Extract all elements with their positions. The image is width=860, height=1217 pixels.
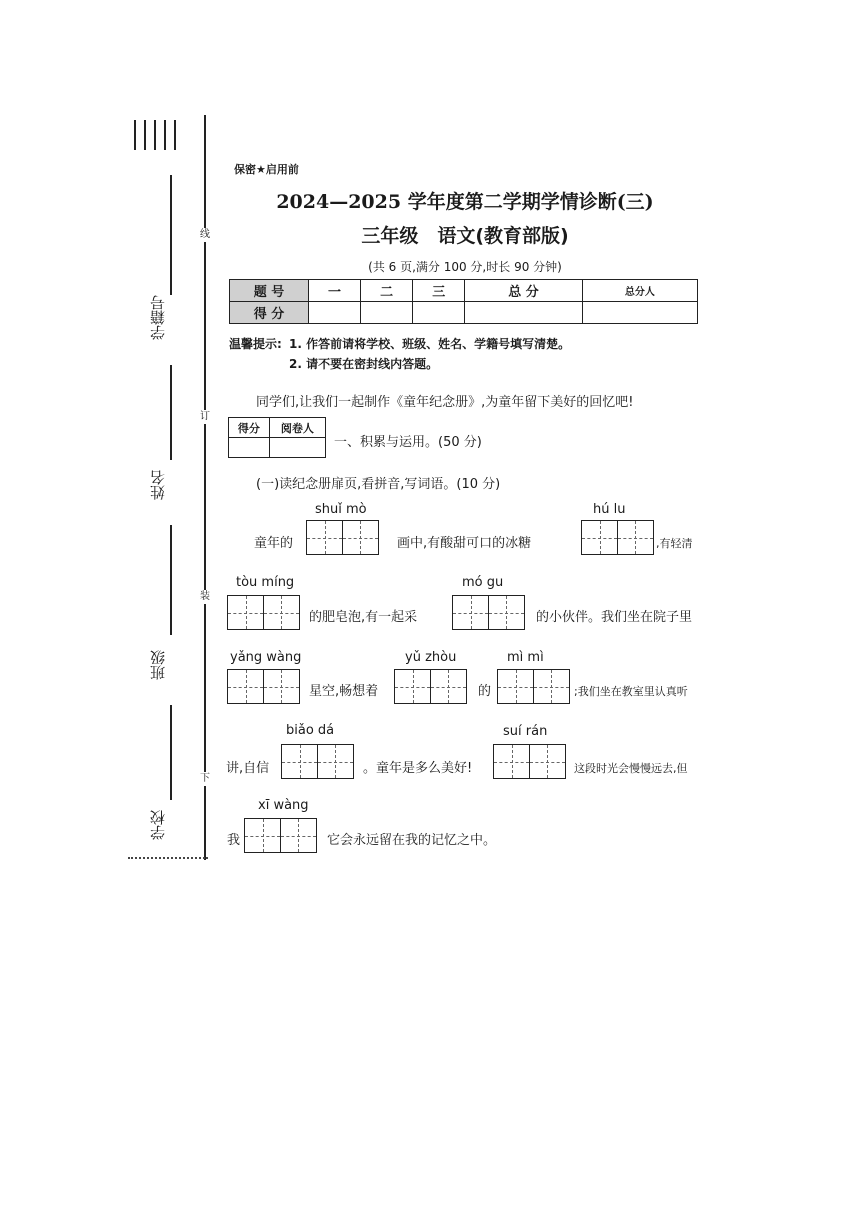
text-l2a: 的肥皂泡,有一起采 [309,610,418,625]
score-cell-scorer[interactable] [582,302,697,324]
seal-line [204,115,206,860]
answer-box-10[interactable] [244,818,317,853]
text-l5a: 我 [227,833,241,848]
secret-label: 保密★启用前 [234,163,299,176]
pinyin-3: tòu míng [236,575,295,590]
text-l5b: 它会永远留在我的记忆之中。 [327,833,497,848]
text-l3b: 的 [478,684,492,699]
answer-box-2[interactable] [581,520,654,555]
score-header-total: 总 分 [465,280,582,302]
pinyin-4: mó gu [462,575,504,590]
score-row-label: 得 分 [230,302,309,324]
exam-subtitle: 三年级 语文(教育部版) [361,225,569,247]
text-l2b: 的小伙伴。我们坐在院子里 [536,610,693,625]
score-header-label: 题 号 [230,280,309,302]
text-l4b: 。童年是多么美好! [363,761,473,776]
text-l3a: 星空,畅想着 [309,684,379,699]
section-1-heading: 一、积累与运用。(50 分) [334,435,482,450]
answer-box-4[interactable] [452,595,525,630]
label-class: 班级 [149,650,167,680]
score-header-1: 一 [309,280,361,302]
grader-reviewer-label: 阅卷人 [269,418,325,438]
pinyin-7: mì mì [507,650,544,665]
text-l3c: ;我们坐在教室里认真听 [574,685,688,698]
score-header-2: 二 [361,280,413,302]
answer-box-9[interactable] [493,744,566,779]
pinyin-8: biǎo dá [286,723,335,738]
score-cell-total[interactable] [465,302,582,324]
text-l1a: 童年的 [254,536,294,551]
part-1-heading: (一)读纪念册扉页,看拼音,写词语。(10 分) [256,477,501,492]
score-cell-2[interactable] [361,302,413,324]
pinyin-10: xī wàng [258,798,309,813]
tips-label: 温馨提示: [229,337,282,351]
pinyin-2: hú lu [593,502,626,517]
pinyin-9: suí rán [503,724,548,739]
answer-box-6[interactable] [394,669,467,704]
grader-score-cell[interactable] [229,438,270,458]
text-l1b: 画中,有酸甜可口的冰糖 [397,536,532,551]
text-l4c: 这段时光会慢慢远去,但 [574,762,688,775]
grader-score-label: 得分 [229,418,270,438]
grader-table [228,417,326,458]
label-name: 姓名 [149,470,167,500]
score-cell-1[interactable] [309,302,361,324]
pinyin-6: yǔ zhòu [405,650,457,665]
score-table [229,279,698,324]
seal-mark-bind: 订 [200,411,210,422]
seal-mark-below: 下 [200,773,210,784]
tip-1: 1. 作答前请将学校、班级、姓名、学籍号填写清楚。 [289,337,571,351]
answer-box-8[interactable] [281,744,354,779]
intro-text: 同学们,让我们一起制作《童年纪念册》,为童年留下美好的回忆吧! [256,395,634,410]
exam-meta: (共 6 页,满分 100 分,时长 90 分钟) [368,260,562,274]
answer-box-1[interactable] [306,520,379,555]
label-student-id: 学籍号 [149,295,167,340]
score-header-3: 三 [413,280,465,302]
tip-2: 2. 请不要在密封线内答题。 [289,357,439,371]
score-header-scorer: 总分人 [582,280,697,302]
grader-reviewer-cell[interactable] [269,438,325,458]
seal-mark-fix: 装 [200,591,210,602]
pinyin-1: shuǐ mò [315,502,367,517]
score-cell-3[interactable] [413,302,465,324]
answer-box-7[interactable] [497,669,570,704]
text-l4a: 讲,自信 [226,761,270,776]
answer-box-3[interactable] [227,595,300,630]
pinyin-5: yǎng wàng [230,650,302,665]
label-school: 学校 [149,810,167,840]
text-l1c: ,有轻清 [656,537,693,550]
answer-box-5[interactable] [227,669,300,704]
seal-mark-line: 线 [200,229,210,240]
exam-title: 2024—2025 学年度第二学期学情诊断(三) [276,191,654,213]
